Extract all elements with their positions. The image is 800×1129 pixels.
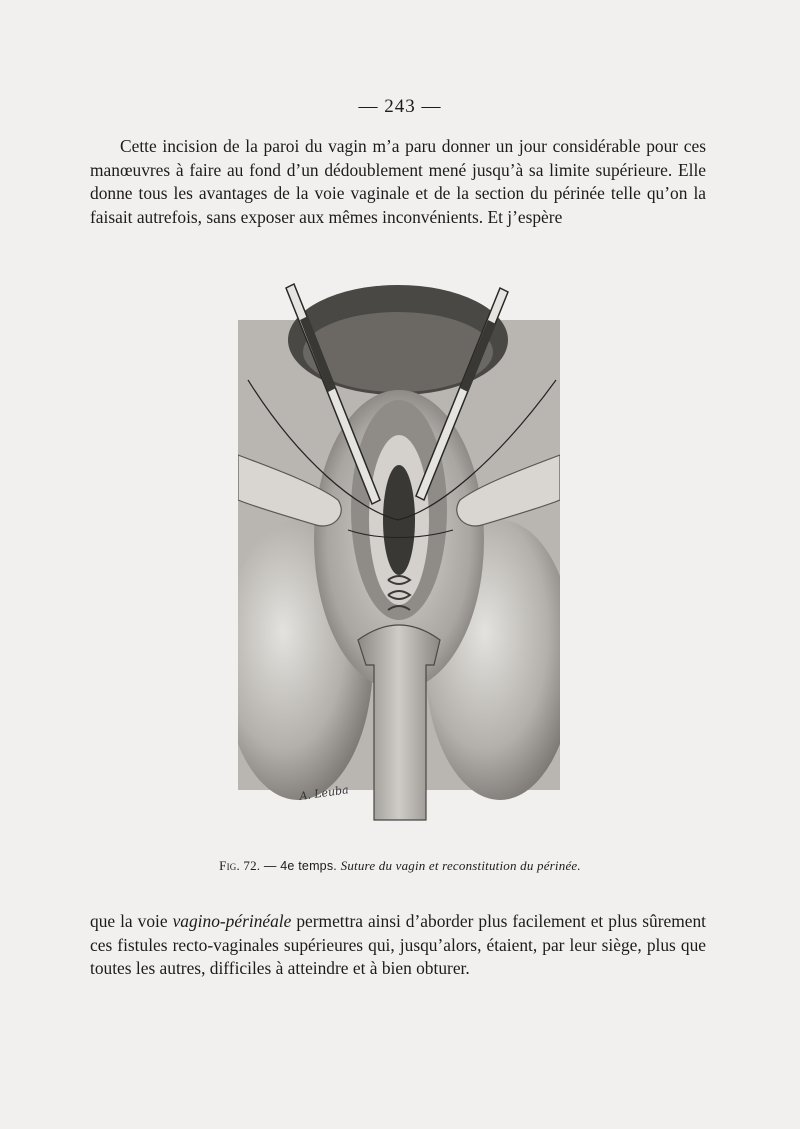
paragraph-bottom-start: que la voie <box>90 911 173 931</box>
paragraph-bottom-end: permettra ainsi d’aborder plus facilement et plus sûrement ces fistules recto-vaginales supérieures qui, jusqu’alors, étaient, par leur siège, plus que toutes les autres, difficiles à atteindre et à bien obturer. <box>90 911 706 978</box>
artist-signature: A. Leuba <box>298 783 350 803</box>
paragraph-bottom-italic: vagino-périnéale <box>172 911 292 931</box>
figure-illustration <box>238 280 560 825</box>
page-number: — 243 — <box>358 96 442 117</box>
surgical-illustration <box>238 280 560 825</box>
body-paragraph-bottom <box>90 910 706 981</box>
caption-label: Fig. 72. <box>219 858 261 873</box>
caption-title: Suture du vagin et reconstitution du périnée. <box>340 858 581 873</box>
caption-step: — 4e temps. <box>260 859 341 873</box>
body-paragraph-top: Cette incision de la paroi du vagin m’a paru donner un jour considérable pour ces manœuvres à faire au fond d’un dédoublement mené jusqu’à sa limite supérieure. Elle donne tous les avantages de la voie vaginale et de la section du périnée telle qu’on la faisait autrefois, sans exposer aux mêmes inconvénients. Et j’espère <box>90 136 706 227</box>
figure-caption <box>0 858 800 874</box>
